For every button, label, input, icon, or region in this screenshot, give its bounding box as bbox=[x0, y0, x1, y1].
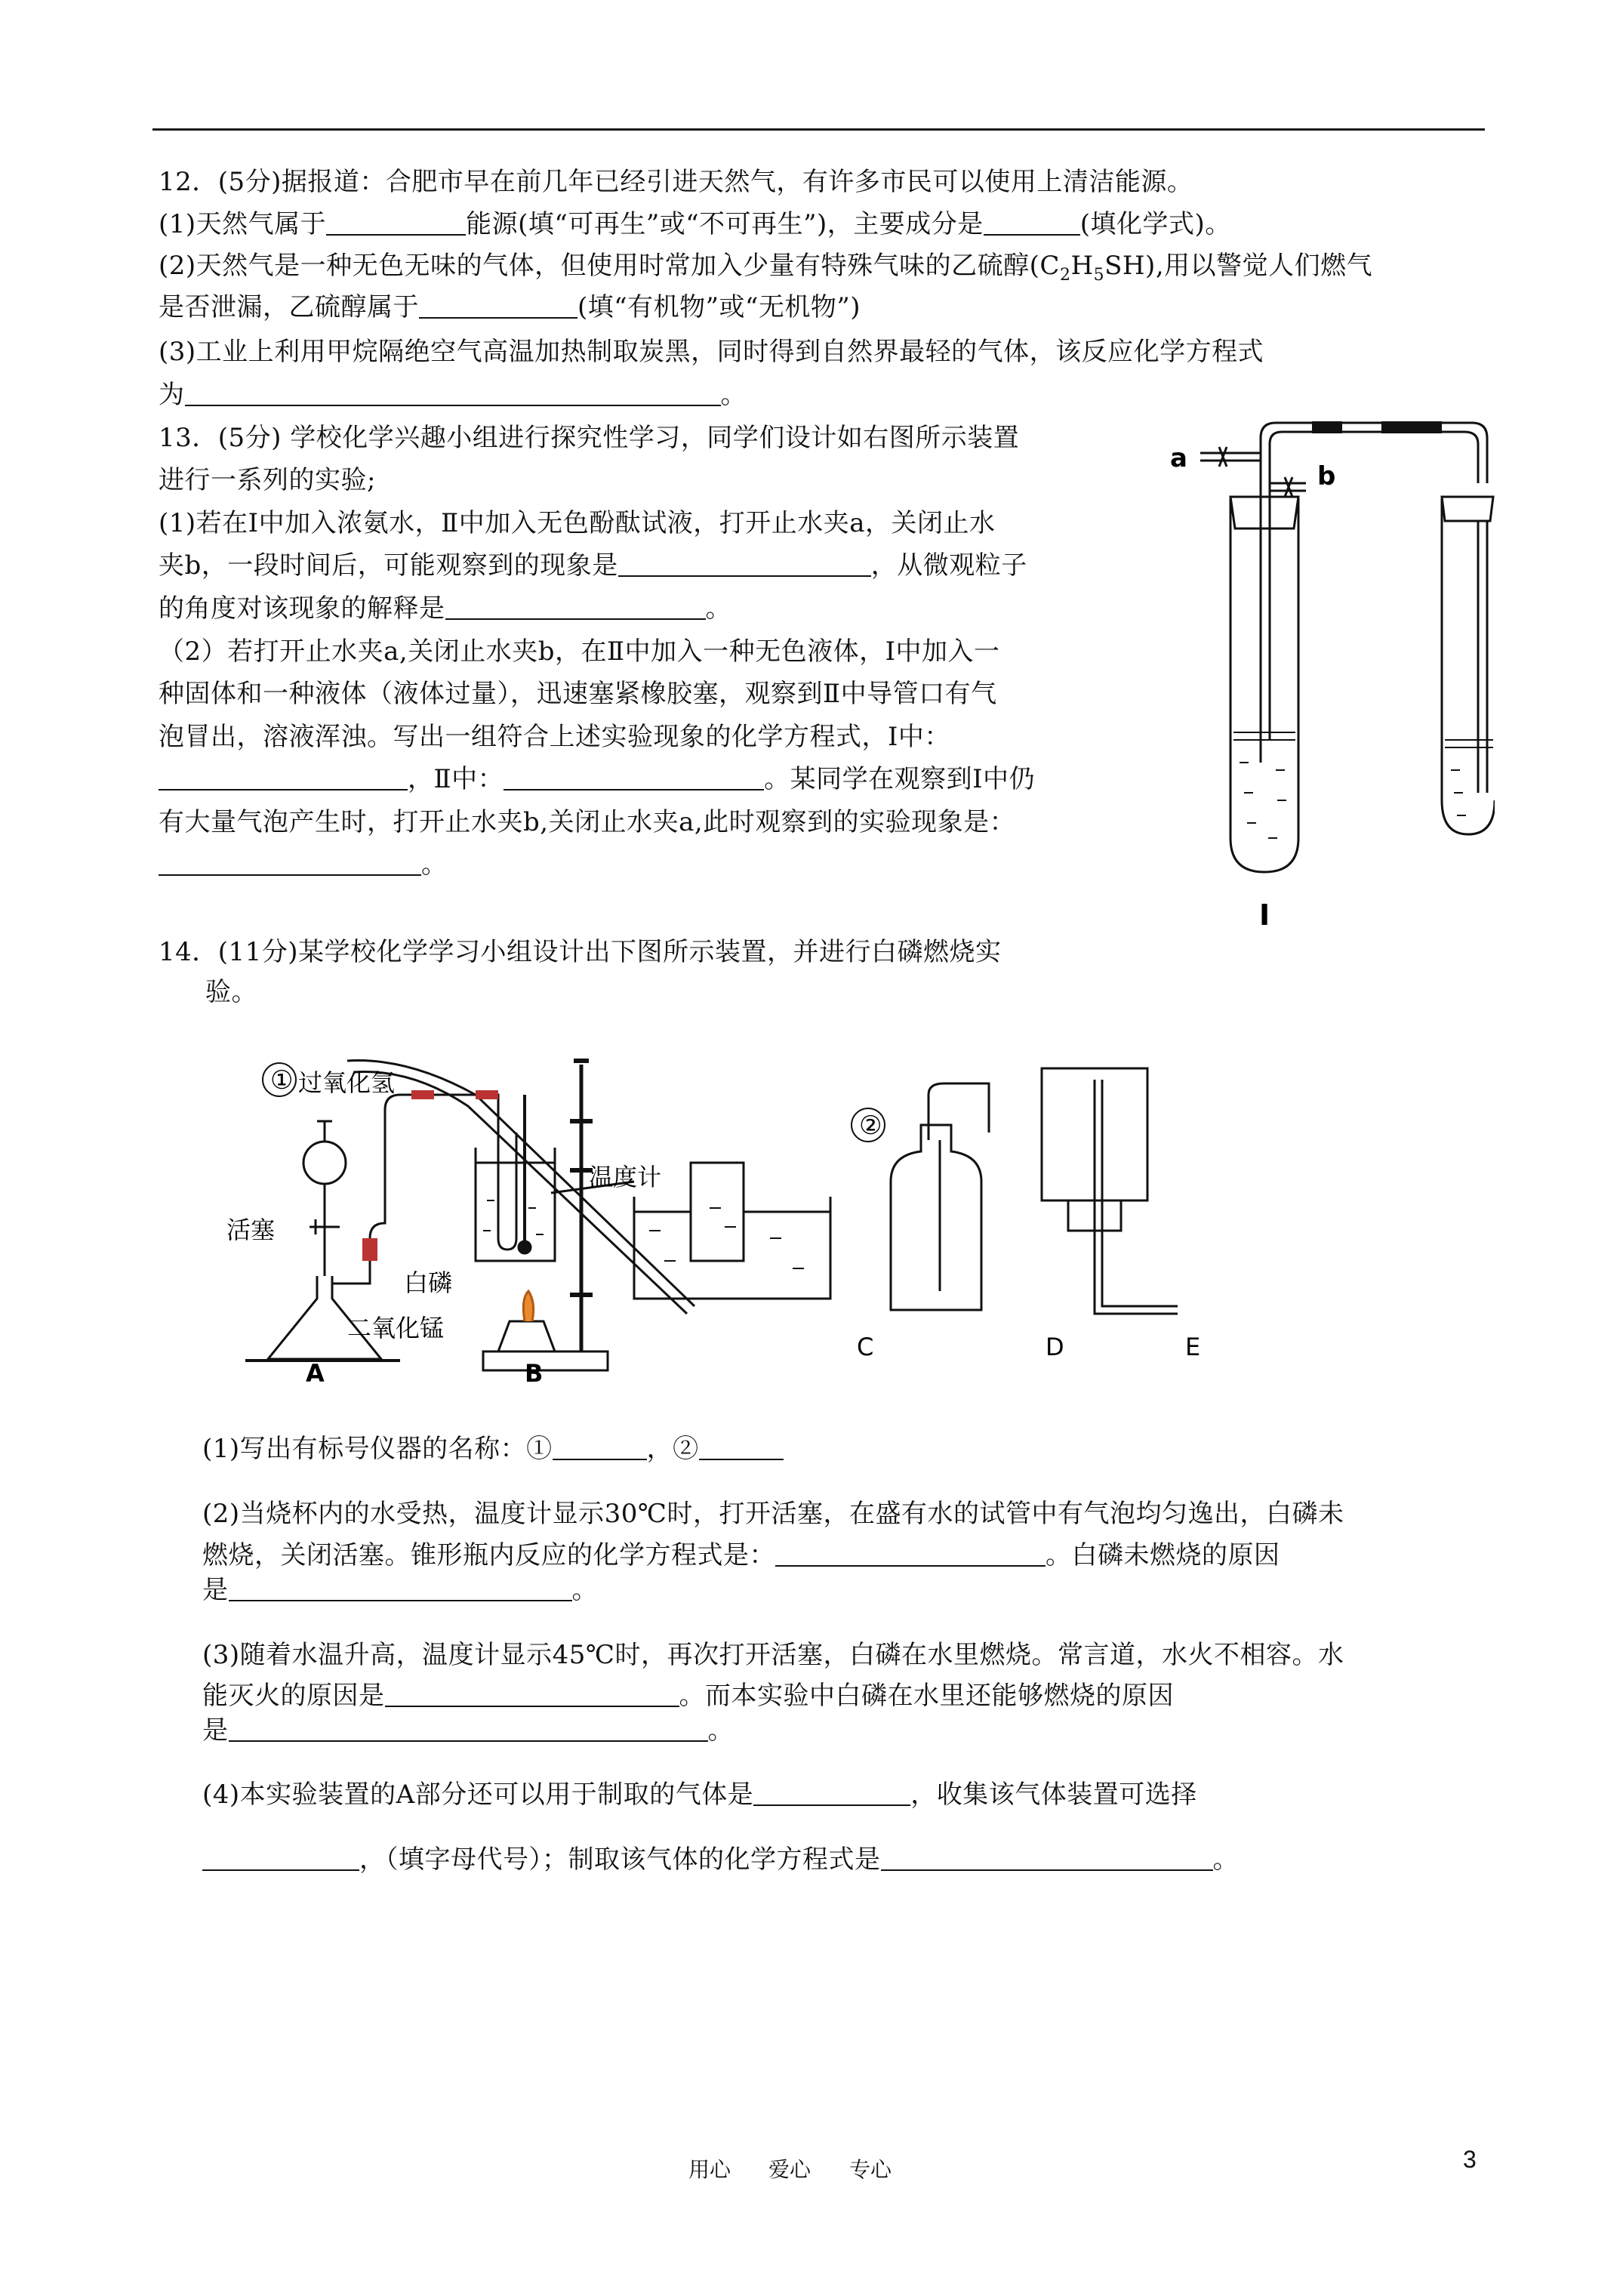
stopper-i bbox=[1230, 497, 1298, 529]
gas-wash-bottle bbox=[891, 1125, 981, 1310]
q13-part1-cont: 夹b，一段时间后，可能观察到的现象是 ，从微观粒子 bbox=[159, 550, 1027, 581]
answer-blank[interactable] bbox=[753, 1780, 910, 1806]
q14-part1: (1)写出有标号仪器的名称：① ，② bbox=[202, 1434, 784, 1464]
q13-part1-cont2: 的角度对该现象的解释是 。 bbox=[159, 593, 731, 624]
valve-label: 活塞 bbox=[226, 1216, 276, 1244]
answer-blank[interactable] bbox=[504, 765, 764, 791]
q12-part3: (3)工业上利用甲烷隔绝空气高温加热制取炭黑，同时得到自然界最轻的气体，该反应化学方程式 bbox=[159, 337, 1264, 367]
rubber-tube bbox=[1381, 421, 1442, 433]
answer-blank[interactable] bbox=[984, 210, 1080, 236]
tube-i-label: I bbox=[1259, 898, 1270, 932]
apparatus-c-label: C bbox=[857, 1333, 874, 1361]
q12-heading: 12．(5分)据报道：合肥市早在前几年已经引进天然气，有许多市民可以使用上清洁能源。 bbox=[159, 167, 1193, 197]
answer-blank[interactable] bbox=[553, 1435, 647, 1460]
top-rule bbox=[152, 128, 1485, 131]
answer-blank[interactable] bbox=[185, 381, 721, 406]
answer-blank[interactable] bbox=[419, 293, 577, 319]
answer-blank[interactable] bbox=[159, 850, 421, 876]
q13-part2-cont: 种固体和一种液体（液体过量），迅速塞紧橡胶塞，观察到Ⅱ中导管口有气 bbox=[159, 679, 997, 709]
thermometer-label: 温度计 bbox=[589, 1163, 662, 1191]
q13-intro: 进行一系列的实验; bbox=[159, 465, 376, 495]
q13-part2-cont4: 有大量气泡产生时，打开止水夹b,关闭止水夹a,此时观察到的实验现象是： bbox=[159, 807, 1016, 837]
gas-cylinder bbox=[691, 1163, 744, 1261]
clip-a bbox=[1200, 453, 1261, 461]
q14-part3: (3)随着水温升高，温度计显示45℃时，再次打开活塞，白磷在水里燃烧。常言道，水火不相容。水 bbox=[202, 1640, 1344, 1670]
answer-blank[interactable] bbox=[326, 210, 466, 236]
answer-blank[interactable] bbox=[229, 1716, 708, 1742]
white-phosphorus-label: 白磷 bbox=[404, 1268, 453, 1297]
footer-word-2: 爱心 bbox=[768, 2157, 812, 2182]
q12-part2-cont: 是否泄漏，乙硫醇属于 (填“有机物”或“无机物”) bbox=[159, 292, 861, 322]
circle-label-2: ② bbox=[859, 1111, 882, 1141]
answer-blank[interactable] bbox=[445, 594, 706, 620]
footer-word-1: 用心 bbox=[688, 2157, 731, 2182]
apparatus-d-label: D bbox=[1046, 1333, 1064, 1361]
q13-part2-cont5: 。 bbox=[159, 849, 448, 880]
q13-part1: (1)若在Ⅰ中加入浓氨水，Ⅱ中加入无色酚酞试液，打开止水夹a，关闭止水 bbox=[159, 508, 996, 538]
q13-part2-cont3: ，Ⅱ中： 。某同学在观察到Ⅰ中仍 bbox=[159, 764, 1035, 794]
hydrogen-peroxide-label: 过氧化氢 bbox=[298, 1068, 396, 1097]
q14-part3-cont2: 是 。 bbox=[202, 1715, 734, 1746]
q14-apparatus-figure bbox=[226, 1049, 1283, 1382]
q13-part2: （2）若打开止水夹a,关闭止水夹b，在Ⅱ中加入一种无色液体，Ⅰ中加入一 bbox=[159, 636, 1000, 667]
q13-heading: 13．(5分) 学校化学兴趣小组进行探究性学习，同学们设计如右图所示装置 bbox=[159, 423, 1020, 453]
q12-part2: (2)天然气是一种无色无味的气体，但使用时常加入少量有特殊气味的乙硫醇$(C_2H_5SH)$,用以警觉人们燃气 bbox=[159, 251, 1373, 285]
clip-b-label: b bbox=[1317, 461, 1336, 492]
answer-blank[interactable] bbox=[775, 1541, 1046, 1567]
q14-part4-cont: ，（填字母代号）；制取该气体的化学方程式是 。 bbox=[202, 1845, 1239, 1875]
manganese-dioxide-label: 二氧化锰 bbox=[347, 1314, 445, 1342]
q14-part4: (4)本实验装置的A部分还可以用于制取的气体是 ，收集该气体装置可选择 bbox=[202, 1780, 1197, 1810]
clip-a-label: a bbox=[1170, 443, 1187, 473]
answer-blank[interactable] bbox=[385, 1681, 679, 1707]
q14-part3-cont: 能灭火的原因是 。而本实验中白磷在水里还能够燃烧的原因 bbox=[202, 1681, 1174, 1711]
answer-blank[interactable] bbox=[202, 1845, 359, 1871]
separatory-funnel bbox=[303, 1142, 346, 1184]
answer-blank[interactable] bbox=[881, 1845, 1213, 1871]
page-number: 3 bbox=[1463, 2146, 1477, 2173]
q14-heading: 14．(11分)某学校化学学习小组设计出下图所示装置，并进行白磷燃烧实 bbox=[159, 937, 1002, 967]
alcohol-lamp bbox=[498, 1321, 555, 1351]
stopper-ii bbox=[1442, 497, 1493, 521]
footer-word-3: 专心 bbox=[849, 2157, 892, 2182]
q13-part2-cont2: 泡冒出，溶液浑浊。写出一组符合上述实验现象的化学方程式，Ⅰ中： bbox=[159, 722, 950, 752]
stand-base bbox=[483, 1351, 608, 1370]
q14-part2-cont2: 是 。 bbox=[202, 1575, 598, 1605]
q14-part2: (2)当烧杯内的水受热，温度计显示30℃时，打开活塞，在盛有水的试管中有气泡均匀逸出，白磷未 bbox=[202, 1499, 1344, 1529]
q14-heading-cont: 验。 bbox=[205, 977, 257, 1007]
apparatus-b-label: B bbox=[525, 1359, 544, 1382]
q12-part3-cont: 为 。 bbox=[159, 380, 747, 410]
test-tube-i bbox=[1230, 498, 1298, 872]
apparatus-a-label: A bbox=[306, 1359, 325, 1382]
circle-label-1: ① bbox=[270, 1065, 294, 1096]
answer-blank[interactable] bbox=[699, 1435, 784, 1460]
q13-apparatus-figure bbox=[1155, 408, 1495, 936]
answer-blank[interactable] bbox=[159, 765, 408, 791]
answer-blank[interactable] bbox=[618, 551, 871, 577]
answer-blank[interactable] bbox=[229, 1576, 572, 1601]
q14-part2-cont: 燃烧，关闭活塞。锥形瓶内反应的化学方程式是： 。白磷未燃烧的原因 bbox=[202, 1540, 1280, 1570]
apparatus-e-label: E bbox=[1185, 1333, 1201, 1361]
q12-part1: (1)天然气属于 能源(填“可再生”或“不可再生”)，主要成分是 (填化学式)。 bbox=[159, 209, 1231, 239]
